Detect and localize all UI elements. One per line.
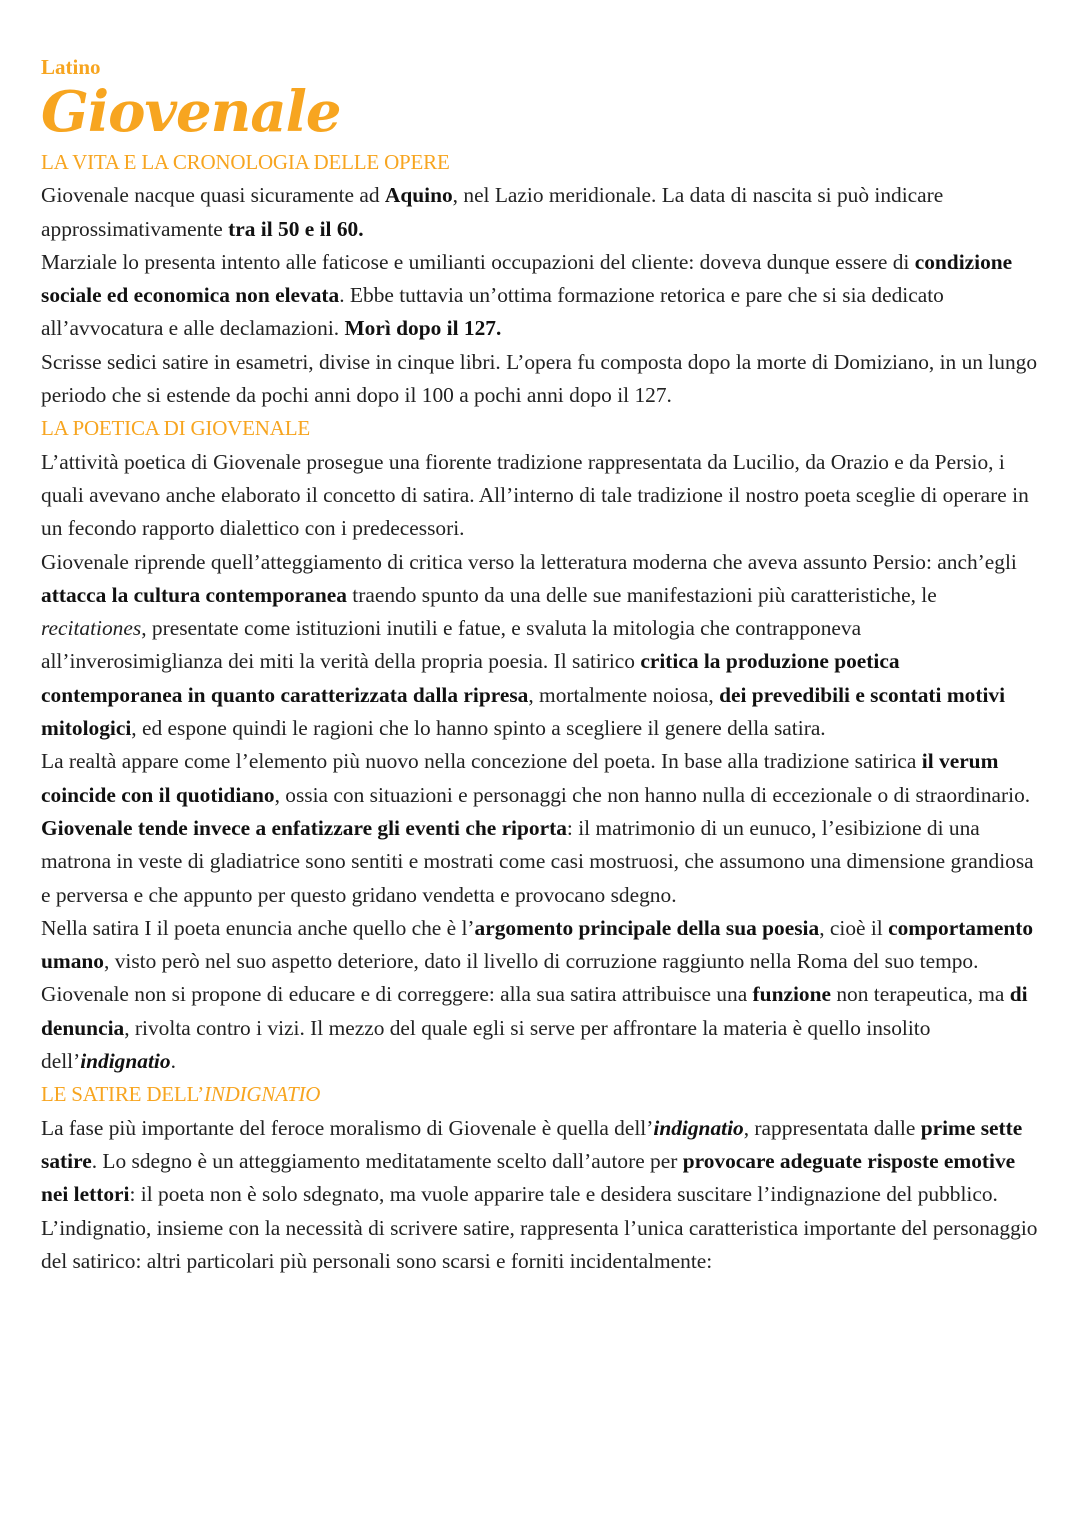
text-run: . Ebbe tuttavia un’ottima formazione retorica e pare che si sia dedicato all’avvocatura e alle declamazioni.: [41, 283, 944, 341]
text-run: , nel Lazio meridionale. La data di nascita si può indicare approssimativamente: [41, 183, 944, 241]
text-run: Giovenale non si propone di educare e di correggere: alla sua satira attribuisce una: [41, 982, 753, 1007]
text-run: di denuncia: [41, 982, 1028, 1040]
text-run: dei prevedibili e scontati motivi mitologici: [41, 682, 1006, 741]
text-run: prime sette satire: [41, 1115, 1023, 1173]
text-run: provocare adeguate risposte emotive nei lettori: [41, 1148, 1016, 1207]
text-run: attacca la cultura contemporanea: [41, 582, 347, 607]
text-run: : il poeta non è solo sdegnato, ma vuole apparire tale e desidera suscitare l’indignazione del pubblico.: [129, 1182, 998, 1207]
text-run: [80, 1049, 170, 1073]
text-run: Nella satira I il poeta enuncia anche quello che è l’: [41, 915, 475, 940]
section-heading: LA VITA E LA CRONOLOGIA DELLE OPERE: [41, 150, 450, 174]
text-run: , rappresentata dalle: [743, 1115, 921, 1140]
text-run: [653, 1116, 743, 1140]
text-run: non terapeutica, ma: [831, 982, 1010, 1007]
section-heading-text: LE SATIRE DELL’: [41, 1082, 205, 1107]
subject-label: Latino: [41, 55, 101, 79]
paragraph: [41, 1112, 1046, 1212]
section-heading-italic: INDIGNATIO: [204, 1082, 321, 1107]
paragraph: [41, 446, 1046, 546]
text-run: Giovenale nacque quasi sicuramente ad: [41, 183, 385, 208]
page-title: Giovenale: [41, 79, 341, 145]
text-run: Scrisse sedici satire in esametri, divise in cinque libri. L’opera fu composta dopo la morte di Domiziano, in un lungo periodo che si estende da pochi anni dopo il 100 a pochi anni dopo il 127.: [41, 349, 1038, 408]
text-run: recitationes: [41, 616, 142, 641]
text-run: Giovenale riprende quell’atteggiamento di critica verso la letteratura moderna che aveva assunto Persio: anch’egli: [41, 549, 1017, 574]
document-page: [41, 52, 1046, 1278]
text-run: il verum coincide con il quotidiano: [41, 749, 999, 807]
paragraph: [41, 546, 1046, 746]
text-run: L’attività poetica di Giovenale prosegue una fiorente tradizione rappresentata da Lucilio, da Orazio e da Persio, i quali avevano anche elaborato il concetto di satira. All’interno di tale tradizione il nostro poeta sceglie di operare in un fecondo rapporto dialettico con i predecessori.: [41, 449, 1029, 541]
text-run: indignatio: [653, 1115, 744, 1140]
section-heading: LA POETICA DI GIOVENALE: [41, 416, 310, 441]
text-run: Giovenale tende invece a enfatizzare gli eventi che riporta: [41, 815, 567, 840]
text-run: , rivolta contro i vizi. Il mezzo del quale egli si serve per affrontare la materia è quello insolito dell’: [41, 1015, 931, 1074]
text-run: , visto però nel suo aspetto deteriore, dato il livello di corruzione raggiunto nella Roma del suo tempo.: [104, 949, 979, 974]
paragraph: [41, 978, 1046, 1078]
paragraph: [41, 179, 1046, 246]
text-run: traendo spunto da una delle sue manifestazioni più caratteristiche, le: [346, 582, 937, 607]
paragraph: [41, 246, 1046, 346]
text-run: L’indignatio, insieme con la necessità di scrivere satire, rappresenta l’unica caratteristica importante del personaggio del satirico: altri particolari più personali sono scarsi e forniti incidentalmente:: [41, 1215, 1038, 1273]
text-run: , ossia con situazioni e personaggi che non hanno nulla di eccezionale o di straordinario.: [274, 782, 1031, 807]
paragraph: [41, 812, 1046, 912]
text-run: comportamento umano: [41, 915, 1034, 974]
text-run: , presentate come istituzioni inutili e fatue, e svaluta la mitologia che contrapponeva all’inverosimiglianza dei miti la verità della propria poesia. Il satirico: [41, 616, 862, 674]
section-poetica: [41, 412, 1046, 1078]
text-run: , cioè il: [819, 915, 889, 940]
paragraph: [41, 912, 1046, 979]
text-run: , ed espone quindi le ragioni che lo hanno spinto a scegliere il genere della satira.: [131, 716, 826, 741]
text-run: tra il 50 e il 60.: [228, 216, 364, 241]
text-run: Morì dopo il 127.: [344, 316, 502, 341]
section-indignatio: [41, 1078, 1046, 1278]
text-run: indignatio: [80, 1049, 171, 1074]
text-run: Marziale lo presenta intento alle faticose e umilianti occupazioni del cliente: doveva dunque essere di: [41, 249, 915, 274]
text-run: Aquino: [384, 183, 453, 208]
text-run: argomento principale della sua poesia: [474, 915, 820, 940]
text-run: : il matrimonio di un eunuco, l’esibizione di una matrona in veste di gladiatrice sono sentiti e mostrati come casi mostruosi, che assumono una dimensione grandiosa e perversa e che appunto per questo gridano vendetta e provocano sdegno.: [41, 815, 1034, 907]
paragraph: [41, 745, 1046, 812]
text-run: condizione sociale ed economica non elevata: [41, 249, 1013, 308]
text-run: La fase più importante del feroce moralismo di Giovenale è quella dell’: [41, 1115, 654, 1140]
text-run: . Lo sdegno è un atteggiamento meditatamente scelto dall’autore per: [91, 1148, 683, 1173]
text-run: , mortalmente noiosa,: [528, 682, 720, 707]
section-heading: [41, 1078, 1046, 1111]
paragraph: [41, 346, 1046, 413]
text-run: La realtà appare come l’elemento più nuovo nella concezione del poeta. In base alla tradizione satirica: [41, 749, 922, 774]
section-vita: [41, 146, 1046, 412]
text-run: .: [170, 1049, 176, 1074]
paragraph: [41, 1212, 1046, 1279]
text-run: funzione: [752, 982, 831, 1007]
text-run: critica la produzione poetica contemporanea in quanto caratterizzata dalla ripresa: [41, 649, 900, 707]
